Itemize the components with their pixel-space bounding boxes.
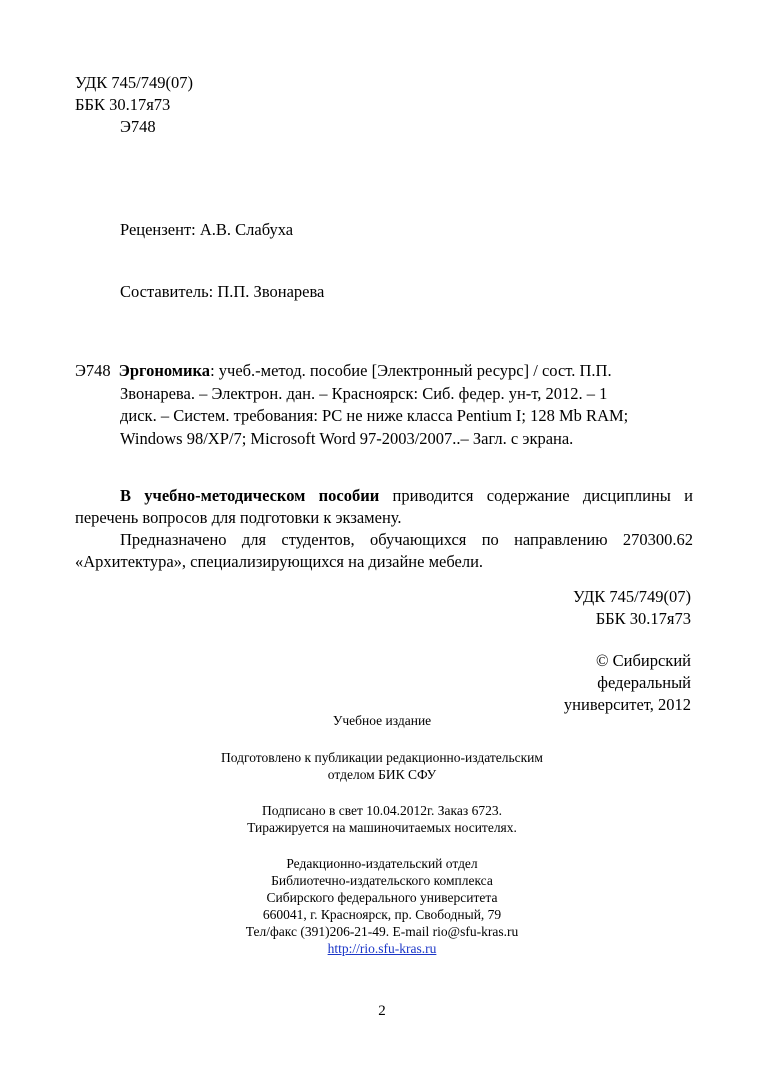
edition-type: Учебное издание <box>332 713 432 728</box>
biblio-line-4 <box>75 428 693 451</box>
prepared-line-2: отделом БИК СФУ <box>327 767 437 782</box>
publisher-block <box>0 855 764 957</box>
reviewer: Рецензент: А.В. Слабуха <box>120 220 294 239</box>
annotation-text-1: приводится содержание дисциплины и перечень вопросов для подготовки к экзамену. <box>75 486 693 527</box>
biblio-line-2 <box>75 383 693 406</box>
dept-line-2: Библиотечно-издательского комплекса <box>271 873 493 888</box>
right-classification-block <box>573 586 691 630</box>
publisher-url-link[interactable]: http://rio.sfu-kras.ru <box>327 941 437 956</box>
annotation-paragraph-2: Предназначено для студентов, обучающихся по направлению 270300.62 «Архитектура», специализирующихся на дизайне мебели. <box>75 530 693 571</box>
page-number: 2 <box>378 1003 386 1019</box>
biblio-line-3-text: диск. – Систем. требования: PC не ниже класса Pentium I; 128 Mb RAM; <box>120 406 629 425</box>
bbk-code: ББК 30.17я73 <box>75 95 171 114</box>
bibliographic-record <box>75 360 693 450</box>
copyright-line-3: университет, 2012 <box>563 695 691 714</box>
copyright-line-1: © Сибирский <box>596 651 691 670</box>
biblio-line-3 <box>75 405 693 428</box>
annotation-paragraph-1 <box>75 485 693 529</box>
publication-block <box>0 802 764 836</box>
copyright-line-2: федеральный <box>597 673 691 692</box>
prepared-line-1: Подготовлено к публикации редакционно-издательским <box>221 750 543 765</box>
biblio-code: Э748 <box>75 361 111 380</box>
signed-line: Подписано в свет 10.04.2012г. Заказ 6723. <box>262 803 502 818</box>
biblio-title-wrap <box>111 360 693 383</box>
right-udk: УДК 745/749(07) <box>573 587 691 606</box>
biblio-title: Эргономика <box>118 361 211 380</box>
biblio-line-2-text: Звонарева. – Электрон. дан. – Красноярск: Сиб. федер. ун-т, 2012. – 1 <box>120 383 608 403</box>
compiler: Составитель: П.П. Звонарева <box>120 282 325 301</box>
biblio-line1-rest: : учеб.-метод. пособие [Электронный ресурс] / сост. П.П. <box>210 361 612 380</box>
dept-line-1: Редакционно-издательский отдел <box>286 856 478 871</box>
address-line: 660041, г. Красноярск, пр. Свободный, 79 <box>262 907 502 922</box>
dept-line-3: Сибирского федерального университета <box>266 890 498 905</box>
contacts-line: Тел/факс (391)206-21-49. E-mail rio@sfu-kras.ru <box>245 924 519 939</box>
annotation-bold-lead: В учебно-методическом пособии <box>120 486 380 505</box>
biblio-line-4-text: Windows 98/XP/7; Microsoft Word 97-2003/2007..– Загл. с экрана. <box>120 428 574 448</box>
right-bbk: ББК 30.17я73 <box>595 609 691 628</box>
prepared-block <box>0 749 764 783</box>
copyright-block <box>564 650 691 716</box>
udk-code: УДК 745/749(07) <box>75 73 193 92</box>
author-mark: Э748 <box>120 117 156 136</box>
replicated-line: Тиражируется на машиночитаемых носителях. <box>247 820 517 835</box>
biblio-line-1 <box>75 360 693 383</box>
